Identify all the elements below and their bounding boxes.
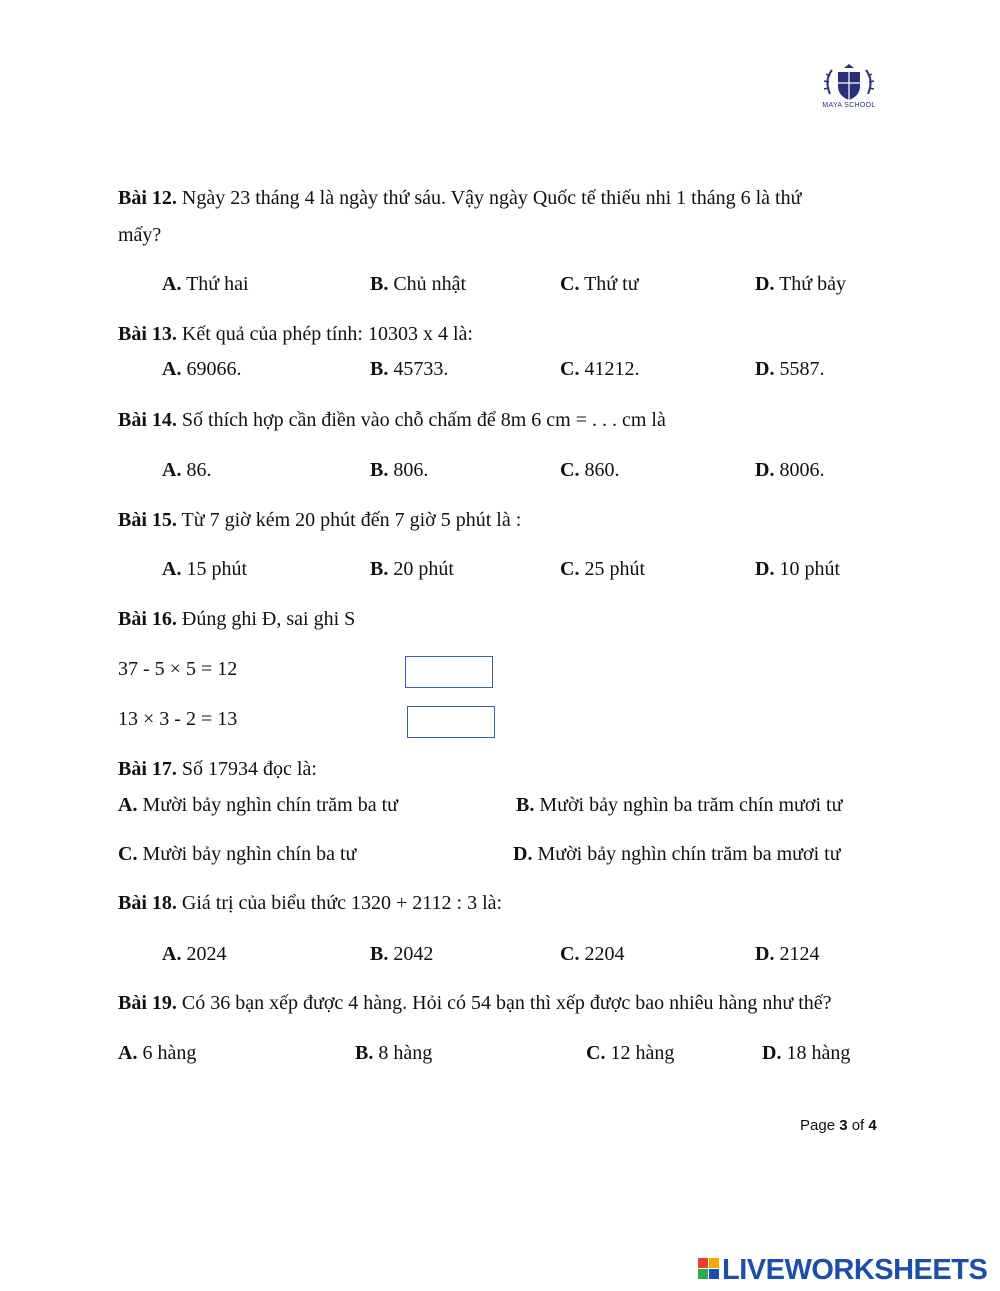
- option-a: A. 69066.: [162, 358, 242, 380]
- question-stem: Giá trị của biểu thức 1320 + 2112 : 3 là:: [176, 892, 503, 914]
- question-stem: Từ 7 giờ kém 20 phút đến 7 giờ 5 phút là :: [176, 509, 522, 531]
- answer-input-1[interactable]: [405, 656, 493, 688]
- option-c: C. Mười bảy nghìn chín ba tư: [118, 843, 357, 865]
- option-d: D. 18 hàng: [762, 1042, 851, 1064]
- option-d: D. 5587.: [755, 358, 825, 380]
- page-number: Page 3 of 4: [800, 1117, 877, 1134]
- liveworksheets-text: LIVEWORKSHEETS: [722, 1254, 988, 1286]
- question-13-text: [118, 322, 473, 346]
- question-16-text: [118, 607, 355, 631]
- option-a: A. 15 phút: [162, 558, 248, 580]
- question-stem-cont: mấy?: [118, 224, 162, 246]
- option-d: D. Thứ bảy: [755, 273, 847, 295]
- question-label: Bài 12.: [118, 187, 177, 209]
- option-a: A. 2024: [162, 943, 227, 965]
- option-b: B. 45733.: [370, 358, 449, 380]
- option-b: B. 20 phút: [370, 558, 454, 580]
- option-c: C. 2204: [560, 943, 625, 965]
- option-b: B. 806.: [370, 459, 429, 481]
- question-17-text: [118, 757, 317, 781]
- option-b: B. Mười bảy nghìn ba trăm chín mươi tư: [516, 794, 843, 816]
- statement-2: 13 × 3 - 2 = 13: [118, 708, 238, 730]
- question-stem: Ngày 23 tháng 4 là ngày thứ sáu. Vậy ngày Quốc tế thiếu nhi 1 tháng 6 là thứ: [176, 187, 802, 209]
- question-stem: Có 36 bạn xếp được 4 hàng. Hỏi có 54 bạn thì xếp được bao nhiêu hàng như thế?: [176, 992, 832, 1014]
- option-c: C. 25 phút: [560, 558, 646, 580]
- question-15-text: [118, 508, 521, 532]
- question-label: Bài 13.: [118, 323, 177, 345]
- option-b: B. Chủ nhật: [370, 273, 467, 295]
- statement-1: 37 - 5 × 5 = 12: [118, 658, 238, 680]
- question-12-text: [118, 186, 801, 210]
- school-logo: [818, 62, 880, 114]
- question-label: Bài 18.: [118, 892, 177, 914]
- crest-icon: [818, 62, 880, 104]
- question-label: Bài 19.: [118, 992, 177, 1014]
- question-label: Bài 14.: [118, 409, 177, 431]
- option-d: D. Mười bảy nghìn chín trăm ba mươi tư: [513, 843, 841, 865]
- option-a: A. 6 hàng: [118, 1042, 197, 1064]
- question-label: Bài 17.: [118, 758, 177, 780]
- logo-text: MAYA SCHOOL: [822, 102, 876, 109]
- option-c: C. Thứ tư: [560, 273, 639, 295]
- question-stem: Số 17934 đọc là:: [176, 758, 317, 780]
- question-stem: Đúng ghi Đ, sai ghi S: [176, 608, 356, 630]
- option-a: A. Thứ hai: [162, 273, 249, 295]
- answer-input-2[interactable]: [407, 706, 495, 738]
- option-d: D. 2124: [755, 943, 820, 965]
- option-c: C. 41212.: [560, 358, 640, 380]
- question-stem: Kết quả của phép tính: 10303 x 4 là:: [176, 323, 473, 345]
- option-a: A. Mười bảy nghìn chín trăm ba tư: [118, 794, 398, 816]
- option-b: B. 8 hàng: [355, 1042, 433, 1064]
- question-label: Bài 15.: [118, 509, 177, 531]
- question-18-text: [118, 891, 502, 915]
- question-label: Bài 16.: [118, 608, 177, 630]
- question-19-text: [118, 991, 832, 1015]
- question-stem: Số thích hợp cần điền vào chỗ chấm để 8m 6 cm = . . . cm là: [176, 409, 666, 431]
- liveworksheets-logo-icon: [698, 1258, 720, 1280]
- option-d: D. 8006.: [755, 459, 825, 481]
- question-14-text: [118, 408, 666, 432]
- option-c: C. 12 hàng: [586, 1042, 675, 1064]
- option-b: B. 2042: [370, 943, 434, 965]
- option-c: C. 860.: [560, 459, 620, 481]
- option-d: D. 10 phút: [755, 558, 841, 580]
- option-a: A. 86.: [162, 459, 212, 481]
